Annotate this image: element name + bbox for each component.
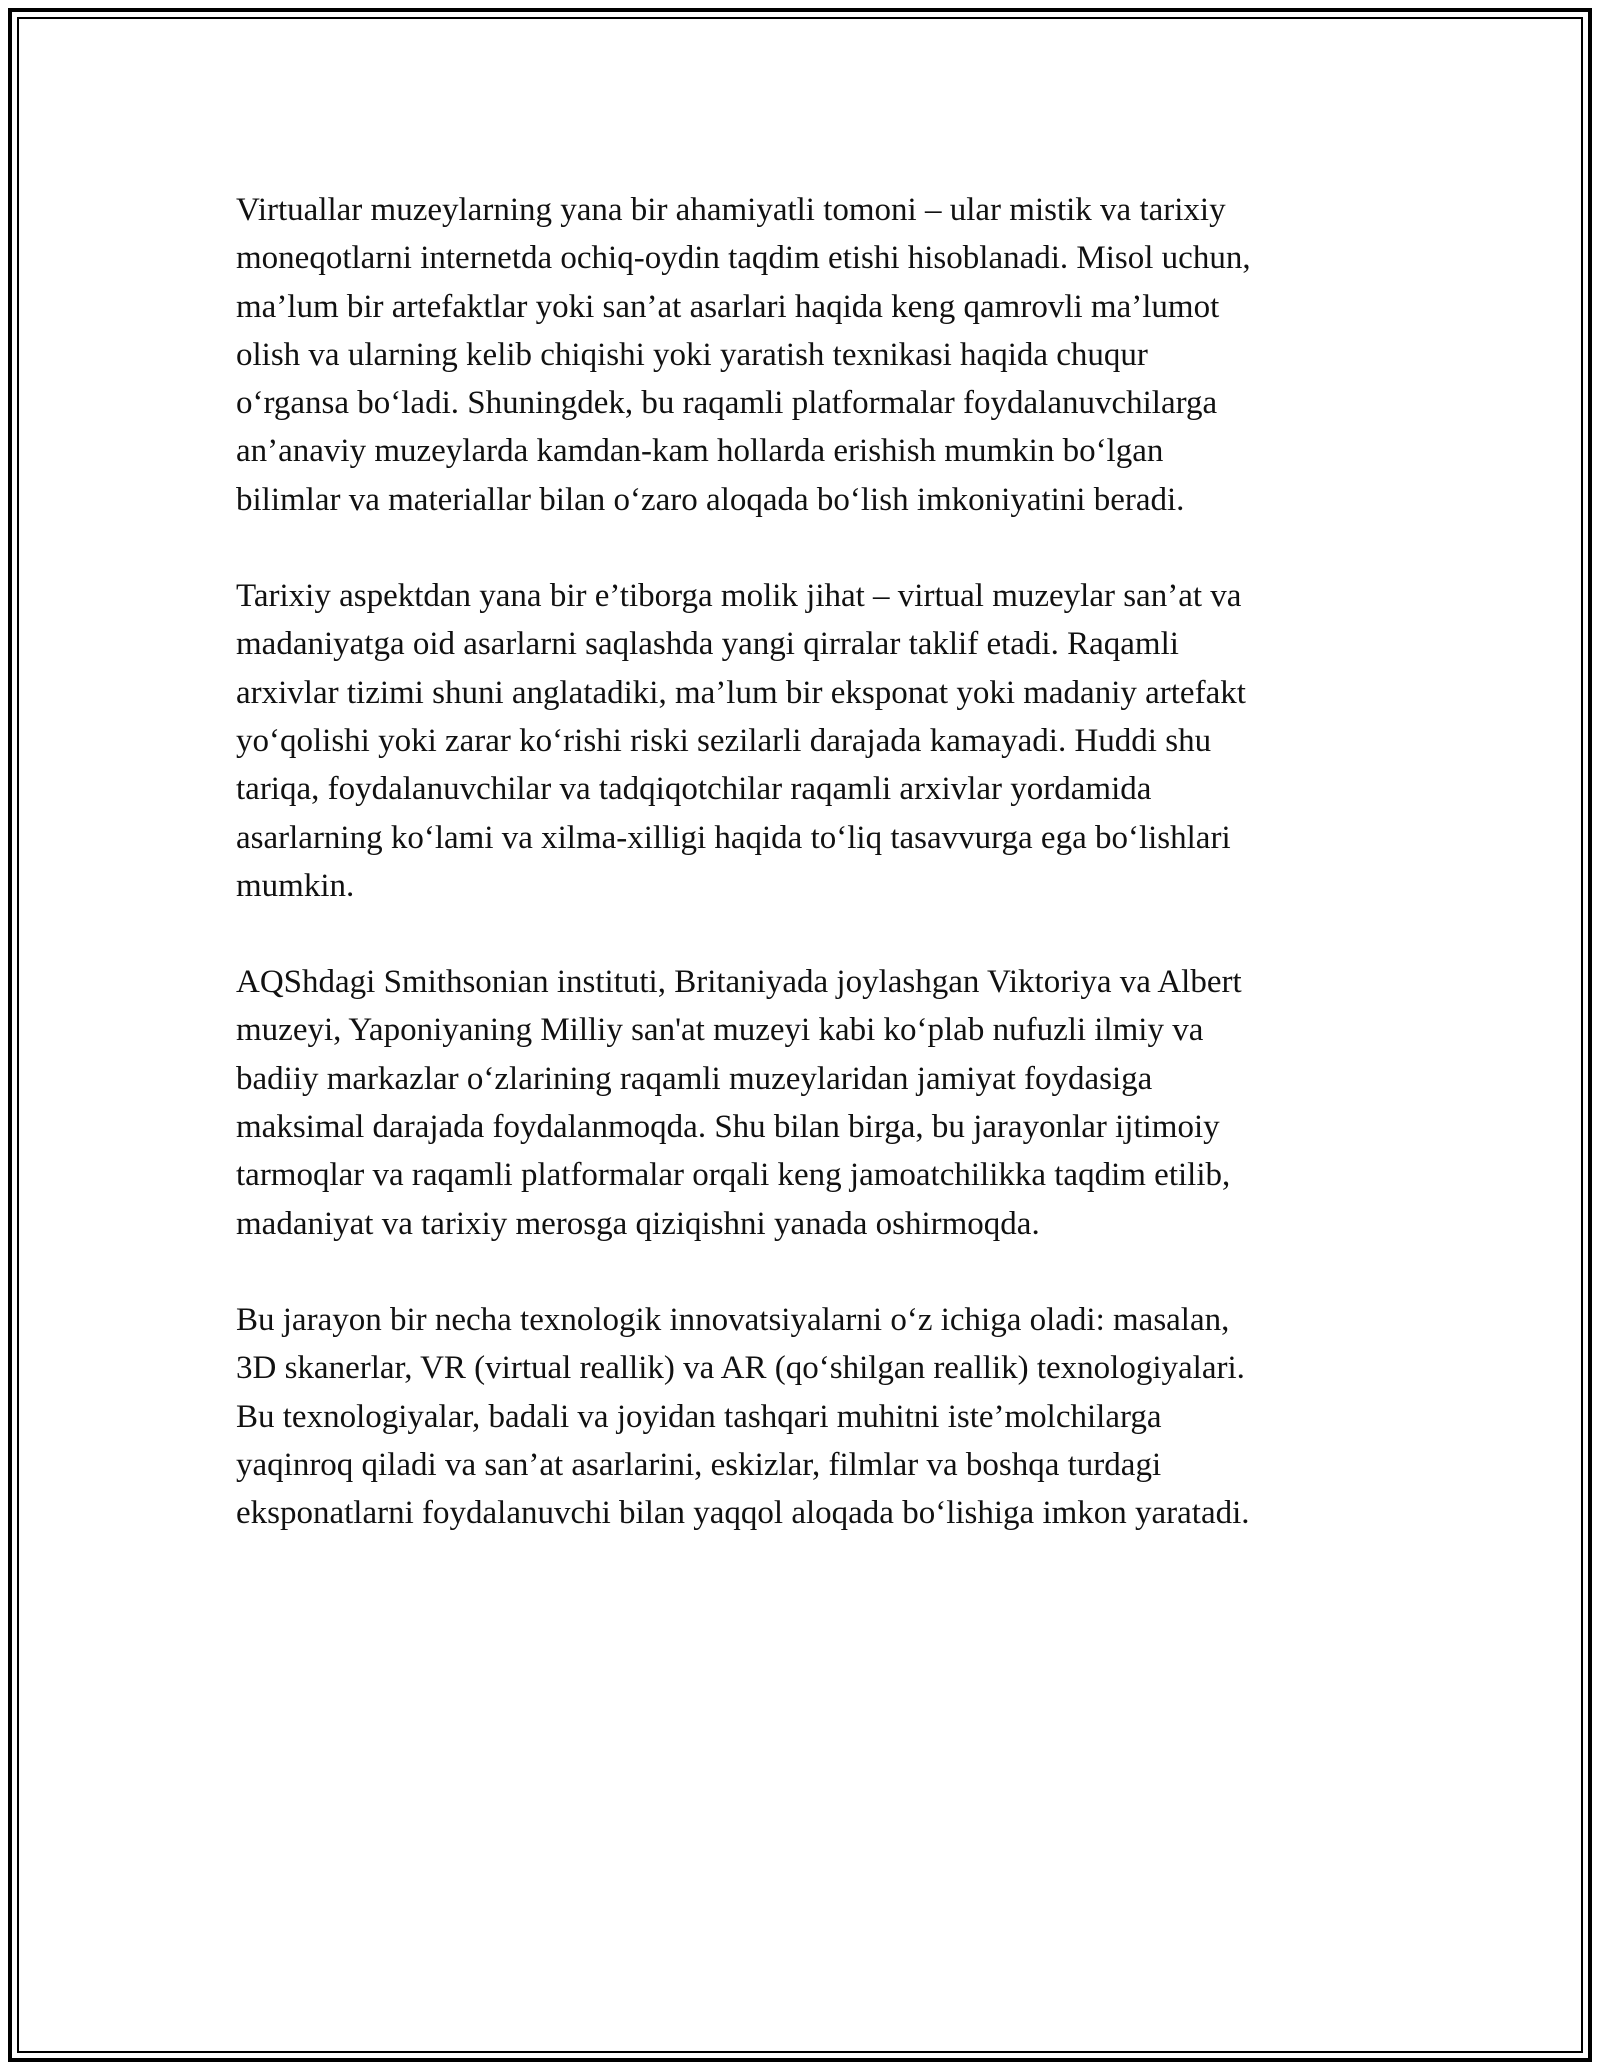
document-body <box>236 186 1386 1585</box>
paragraph-3: AQShdagi Smithsonian instituti, Britaniyada joylashgan Viktoriya va Albert muzeyi, Yaponiyaning Milliy san'at muzeyi kabi ko‘plab nufuzli ilmiy va badiiy markazlar o‘zlarining raqamli muzeylaridan jamiyat foydasiga maksimal darajada foydalanmoqda. Shu bilan birga, bu jarayonlar ijtimoiy tarmoqlar va raqamli platformalar orqali keng jamoatchilikka taqdim etilib, madaniyat va tarixiy merosga qiziqishni yanada oshirmoqda. <box>236 964 1242 1242</box>
paragraph-2: Tarixiy aspektdan yana bir e’tiborga molik jihat – virtual muzeylar san’at va madaniyatga oid asarlarni saqlashda yangi qirralar taklif etadi. Raqamli arxivlar tizimi shuni anglatadiki, ma’lum bir eksponat yoki madaniy artefakt yo‘qolishi yoki zarar ko‘rishi riski sezilarli darajada kamayadi. Huddi shu tariqa, foydalanuvchilar va tadqiqotchilar raqamli arxivlar yordamida asarlarning ko‘lami va xilma-xilligi haqida to‘liq tasavvurga ega bo‘lishlari mumkin. <box>236 578 1246 904</box>
paragraph-1: Virtuallar muzeylarning yana bir ahamiyatli tomoni – ular mistik va tarixiy moneqotlarni internetda ochiq-oydin taqdim etishi hisoblanadi. Misol uchun, ma’lum bir artefaktlar yoki san’at asarlari haqida keng qamrovli ma’lumot olish va ularning kelib chiqishi yoki yaratish texnikasi haqida chuqur o‘rgansa bo‘ladi. Shuningdek, bu raqamli platformalar foydalanuvchilarga an’anaviy muzeylarda kamdan-kam hollarda erishish mumkin bo‘lgan bilimlar va materiallar bilan o‘zaro aloqada bo‘lish imkoniyatini beradi. <box>236 192 1251 518</box>
paragraph-4: Bu jarayon bir necha texnologik innovatsiyalarni o‘z ichiga oladi: masalan, 3D skanerlar, VR (virtual reallik) va AR (qo‘shilgan reallik) texnologiyalari. Bu texnologiyalar, badali va joyidan tashqari muhitni iste’molchilarga yaqinroq qiladi va san’at asarlarini, eskizlar, filmlar va boshqa turdagi eksponatlarni foydalanuvchi bilan yaqqol aloqada bo‘lishiga imkon yaratadi. <box>236 1301 1250 1532</box>
